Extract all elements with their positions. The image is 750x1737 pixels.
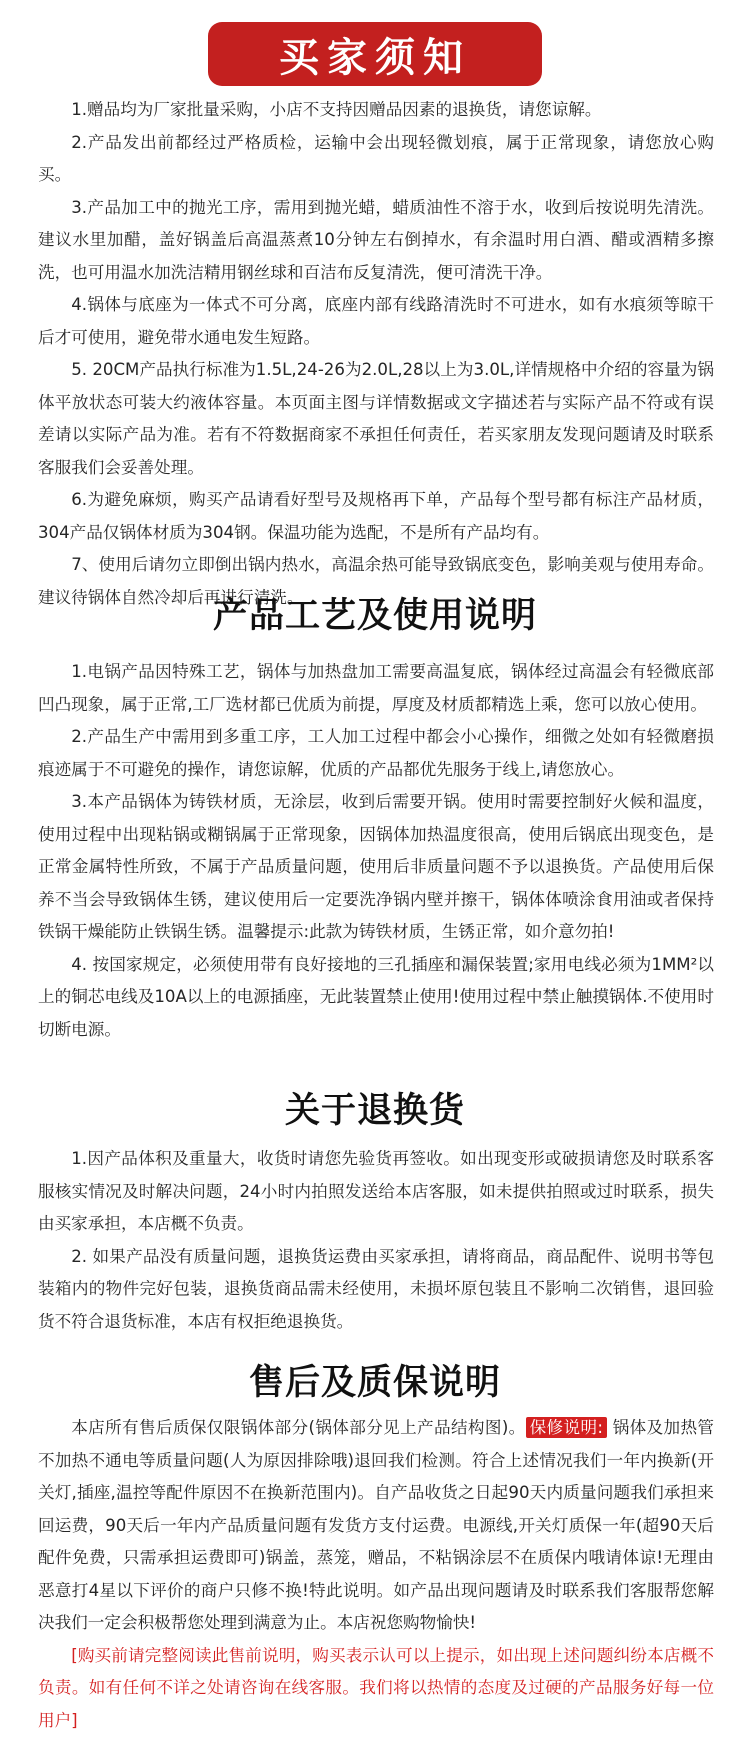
buyer-notice-item: 5. 20CM产品执行标准为1.5L,24-26为2.0L,28以上为3.0L,详情规格中介绍的容量为锅体平放状态可装大约液体容量。本页面主图与详情数据或文字描述若与实际产品不符或有误差请以实际产品为准。若有不符数据商家不承担任何责任，若买家朋友发现问题请及时联系客服我们会妥善处理。 bbox=[38, 354, 714, 484]
buyer-notice-banner bbox=[208, 22, 542, 86]
craft-item: 3.本产品锅体为铸铁材质，无涂层，收到后需要开锅。使用时需要控制好火候和温度，使用过程中出现粘锅或糊锅属于正常现象，因锅体加热温度很高，使用后锅底出现变色，是正常金属特性所致，不属于产品质量问题，使用后非质量问题不予以退换货。产品使用后保养不当会导致锅体生锈，建议使用后一定要洗净锅内壁并擦干，锅体体喷涂食用油或者保持铁锅干燥能防止铁锅生锈。温馨提示:此款为铸铁材质，生锈正常，如介意勿拍! bbox=[38, 786, 714, 949]
returns-item: 1.因产品体积及重量大，收货时请您先验货再签收。如出现变形或破损请您及时联系客服核实情况及时解决问题，24小时内拍照发送给本店客服，如未提供拍照或过时联系，损失由买家承担，本店概不负责。 bbox=[38, 1143, 714, 1241]
buyer-notice-item: 6.为避免麻烦，购买产品请看好型号及规格再下单，产品每个型号都有标注产品材质，304产品仅锅体材质为304钢。保温功能为选配，不是所有产品均有。 bbox=[38, 484, 714, 549]
returns-title: 关于退换货 bbox=[0, 1083, 750, 1133]
warranty-section bbox=[38, 1412, 714, 1737]
warranty-badge: 保修说明: bbox=[526, 1417, 607, 1438]
returns-item: 2. 如果产品没有质量问题，退换货运费由买家承担，请将商品，商品配件、说明书等包装箱内的物件完好包装，退换货商品需未经使用，未损坏原包装且不影响二次销售，退回验货不符合退货标准，本店有权拒绝退换货。 bbox=[38, 1241, 714, 1339]
returns-section bbox=[38, 1143, 714, 1338]
warranty-body bbox=[38, 1412, 714, 1640]
buyer-notice-item: 1.赠品均为厂家批量采购，小店不支持因赠品因素的退换货，请您谅解。 bbox=[38, 94, 714, 127]
buyer-notice-section bbox=[38, 94, 714, 614]
buyer-notice-item: 3.产品加工中的抛光工序，需用到抛光蜡，蜡质油性不溶于水，收到后按说明先清洗。建议水里加醋，盖好锅盖后高温蒸煮10分钟左右倒掉水，有余温时用白酒、醋或酒精多擦洗，也可用温水加洗洁精用钢丝球和百洁布反复清洗，便可清洗干净。 bbox=[38, 192, 714, 290]
craft-section bbox=[38, 656, 714, 1046]
purchase-notice: [购买前请完整阅读此售前说明，购买表示认可以上提示，如出现上述问题纠纷本店概不负责。如有任何不详之处请咨询在线客服。我们将以热情的态度及过硬的产品服务好每一位用户] bbox=[38, 1640, 714, 1737]
buyer-notice-item: 7、使用后请勿立即倒出锅内热水，高温余热可能导致锅底变色，影响美观与使用寿命。建议待锅体自然冷却后再进行清洗。 bbox=[38, 549, 714, 614]
craft-title: 产品工艺及使用说明 bbox=[0, 588, 750, 638]
warranty-text: 锅体及加热管不加热不通电等质量问题(人为原因排除哦)退回我们检测。符合上述情况我们一年内换新(开关灯,插座,温控等配件原因不在换新范围内)。自产品收货之日起90天内质量问题我们承担来回运费，90天后一年内产品质量问题有发货方支付运费。电源线,开关灯质保一年(超90天后配件免费，只需承担运费即可)锅盖，蒸笼，赠品，不粘锅涂层不在质保内哦请体谅!无理由恶意打4星以下评价的商户只修不换!特此说明。如产品出现问题请及时联系我们客服帮您解决我们一定会积极帮您处理到满意为止。本店祝您购物愉快! bbox=[38, 1418, 714, 1632]
craft-item: 2.产品生产中需用到多重工序，工人加工过程中都会小心操作，细微之处如有轻微磨损痕迹属于不可避免的操作，请您谅解，优质的产品都优先服务于线上,请您放心。 bbox=[38, 721, 714, 786]
warranty-intro: 本店所有售后质保仅限锅体部分(锅体部分见上产品结构图)。 bbox=[71, 1418, 525, 1437]
craft-item: 4. 按国家规定，必须使用带有良好接地的三孔插座和漏保装置;家用电线必须为1MM²以上的铜芯电线及10A以上的电源插座，无此装置禁止使用!使用过程中禁止触摸锅体.不使用时切断电源。 bbox=[38, 949, 714, 1047]
buyer-notice-item: 2.产品发出前都经过严格质检，运输中会出现轻微划痕，属于正常现象，请您放心购买。 bbox=[38, 127, 714, 192]
craft-item: 1.电锅产品因特殊工艺，锅体与加热盘加工需要高温复底，锅体经过高温会有轻微底部凹凸现象，属于正常,工厂选材都已优质为前提，厚度及材质都精选上乘，您可以放心使用。 bbox=[38, 656, 714, 721]
warranty-title: 售后及质保说明 bbox=[0, 1355, 750, 1405]
banner-title: 买家须知 bbox=[279, 26, 471, 83]
buyer-notice-item: 4.锅体与底座为一体式不可分离，底座内部有线路清洗时不可进水，如有水痕须等晾干后才可使用，避免带水通电发生短路。 bbox=[38, 289, 714, 354]
